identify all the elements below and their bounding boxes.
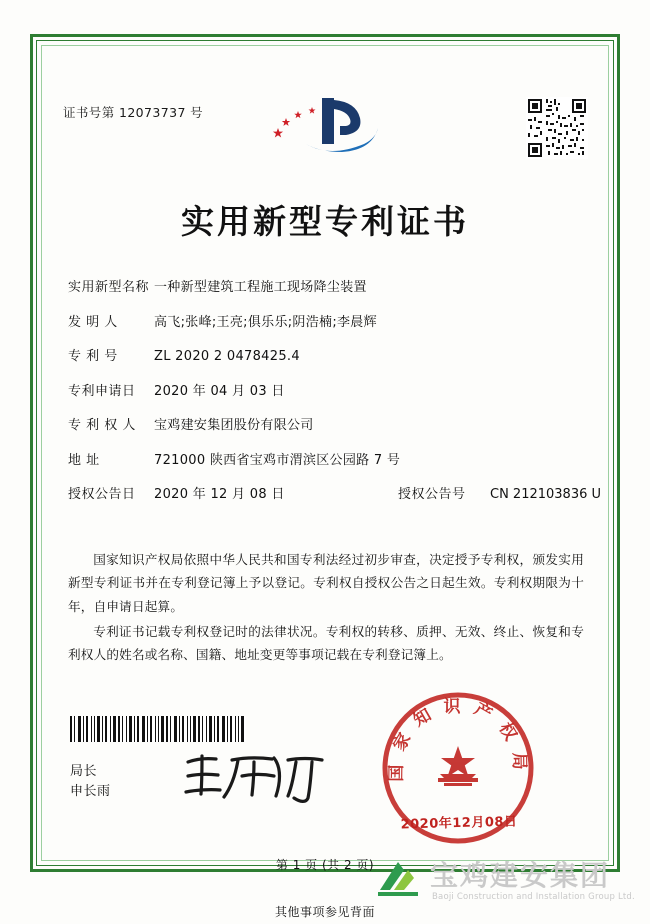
field-label: 专利申请日: [68, 383, 136, 399]
field-patent-number: [68, 345, 588, 364]
field-value: 宝鸡建安集团股份有限公司: [154, 418, 314, 433]
company-name-en: Baoji Construction and Installation Group Ltd.: [432, 892, 635, 902]
field-label: 实用新型名称: [68, 280, 150, 295]
legal-paragraph-2: 专利证书记载专利权登记时的法律状况。专利权的转移、质押、无效、终止、恢复和专利权人的姓名或名称、国籍、地址变更等事项记载在专利登记簿上。: [68, 623, 584, 663]
signature-name: 申长雨: [70, 784, 111, 800]
handwritten-signature-icon: [180, 748, 330, 806]
qr-code-icon: [526, 97, 588, 159]
field-value: 高飞;张峰;王亮;俱乐乐;阴浩楠;李晨辉: [154, 314, 377, 330]
footer-note: 其他事项参见背面: [274, 905, 375, 919]
cnipa-logo-icon: [260, 88, 390, 160]
field-list: [68, 276, 602, 518]
field-application-date: [68, 380, 588, 399]
corner-ornament-top-left: [30, 34, 58, 62]
seal-date: 2020年12月08日: [400, 814, 518, 833]
corner-ornament-top-right: [592, 34, 620, 62]
signature-role: 局长: [70, 764, 98, 779]
field-value: 一种新型建筑工程施工现场降尘装置: [154, 280, 367, 295]
field-utility-model-name: [68, 276, 588, 295]
field-label: 专 利 权 人: [68, 418, 136, 433]
signature-block: [70, 762, 111, 802]
svg-text:国家知识产权局: 国家知识产权局: [386, 697, 530, 782]
page-indicator: 第 1 页 (共 2 页): [275, 858, 375, 872]
field-address: [68, 449, 588, 468]
field-value: 2020 年 12 月 08 日: [154, 487, 285, 502]
field-label: 发 明 人: [68, 314, 118, 330]
field-inventors: [68, 311, 588, 330]
field-value: 721000 陕西省宝鸡市渭滨区公园路 7 号: [154, 452, 401, 468]
company-watermark: [374, 852, 636, 914]
legal-text-block: [68, 548, 584, 668]
certificate-number: 证书号第 12073737 号: [63, 105, 204, 120]
field-label: 授权公告日: [68, 487, 136, 502]
legal-paragraph-1: 国家知识产权局依照中华人民共和国专利法经过初步审查，决定授予专利权，颁发实用新型专利证书并在专利登记簿上予以登记。专利权自授权公告之日起生效。专利权期限为十年，自申请日起算。: [68, 552, 584, 614]
field-label: 专 利 号: [68, 349, 118, 364]
field-patentee: [68, 414, 588, 433]
field-grant-publication: [68, 483, 602, 502]
field-value: 2020 年 04 月 03 日: [154, 383, 285, 399]
company-logo-icon: [374, 856, 424, 906]
field-label: 地 址: [68, 452, 100, 468]
page-title: 实用新型专利证书: [181, 202, 469, 241]
field-value: ZL 2020 2 0478425.4: [154, 349, 300, 364]
barcode: [70, 716, 246, 742]
field-label-secondary: 授权公告号: [398, 487, 466, 502]
field-value-secondary: CN 212103836 U: [490, 487, 602, 502]
company-name-cn: 宝鸡建安集团: [430, 859, 611, 892]
